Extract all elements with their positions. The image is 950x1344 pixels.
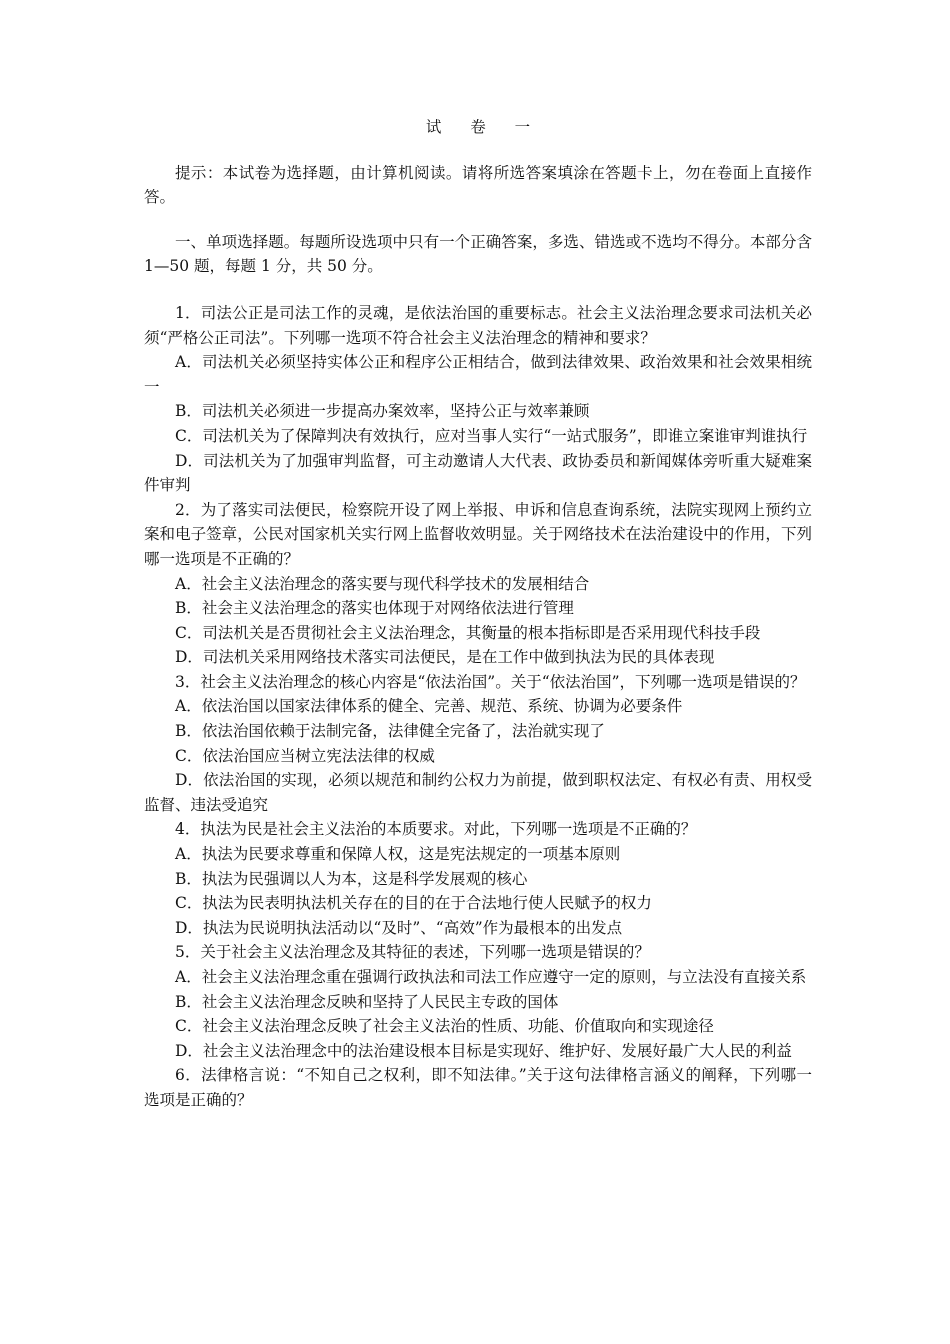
question-stem: 1．司法公正是司法工作的灵魂，是依法治国的重要标志。社会主义法治理念要求司法机关必须“严格公正司法”。下列哪一选项不符合社会主义法治理念的精神和要求？: [144, 303, 812, 347]
question-stem: 6．法律格言说：“不知自己之权利，即不知法律。”关于这句法律格言涵义的阐释，下列哪一选项是正确的？: [144, 1066, 812, 1109]
question-stem: 5．关于社会主义法治理念及其特征的表述，下列哪一选项是错误的？: [175, 943, 650, 962]
section-heading: 一、单项选择题。每题所设选项中只有一个正确答案，多选、错选或不选均不得分。本部分含 1—50 题，每题 1 分，共 50 分。: [144, 232, 812, 276]
answer-option: D．执法为民说明执法活动以“及时”、“高效”作为最根本的出发点: [175, 918, 623, 937]
answer-option: A．执法为民要求尊重和保障人权，这是宪法规定的一项基本原则: [175, 845, 621, 864]
answer-option: C．司法机关是否贯彻社会主义法治理念，其衡量的根本指标即是否采用现代科技手段: [175, 623, 761, 642]
answer-option: A．依法治国以国家法律体系的健全、完善、规范、系统、协调为必要条件: [175, 697, 683, 716]
answer-option: A．社会主义法治理念的落实要与现代科学技术的发展相结合: [175, 574, 590, 593]
answer-option: B．执法为民强调以人为本，这是科学发展观的核心: [175, 869, 528, 888]
answer-option: C．执法为民表明执法机关存在的目的在于合法地行使人民赋予的权力: [175, 894, 652, 913]
page-title: 试 卷 一: [425, 118, 543, 136]
exam-notice: 提示：本试卷为选择题，由计算机阅读。请将所选答案填涂在答题卡上，勿在卷面上直接作答。: [144, 163, 812, 207]
question-list: [144, 301, 812, 1113]
answer-option: B．司法机关必须进一步提高办案效率，坚持公正与效率兼顾: [175, 402, 590, 421]
question-stem: 2．为了落实司法便民，检察院开设了网上举报、申诉和信息查询系统，法院实现网上预约立案和电子签章，公民对国家机关实行网上监督收效明显。关于网络技术在法治建设中的作用，下列哪一选项是不正确的？: [144, 500, 812, 568]
answer-option: D．司法机关为了加强审判监督，可主动邀请人大代表、政协委员和新闻媒体旁听重大疑难案件审判: [144, 451, 812, 495]
answer-option: B．社会主义法治理念的落实也体现于对网络依法进行管理: [175, 599, 574, 618]
answer-option: D．社会主义法治理念中的法治建设根本目标是实现好、维护好、发展好最广大人民的利益: [175, 1041, 792, 1060]
answer-option: A．司法机关必须坚持实体公正和程序公正相结合，做到法律效果、政治效果和社会效果相统一: [144, 353, 812, 396]
question-stem: 3．社会主义法治理念的核心内容是“依法治国”。关于“依法治国”，下列哪一选项是错误的？: [175, 672, 806, 691]
answer-option: D．司法机关采用网络技术落实司法便民，是在工作中做到执法为民的具体表现: [175, 648, 715, 667]
question-stem: 4．执法为民是社会主义法治的本质要求。对此，下列哪一选项是不正确的？: [175, 820, 697, 839]
answer-option: C．依法治国应当树立宪法法律的权威: [175, 746, 435, 765]
answer-option: D．依法治国的实现，必须以规范和制约公权力为前提，做到职权法定、有权必有责、用权受监督、违法受追究: [144, 771, 812, 814]
answer-option: C．司法机关为了保障判决有效执行，应对当事人实行“一站式服务”，即谁立案谁审判谁执行: [175, 426, 808, 445]
answer-option: B．社会主义法治理念反映和坚持了人民民主专政的国体: [175, 992, 559, 1011]
answer-option: C．社会主义法治理念反映了社会主义法治的性质、功能、价值取向和实现途径: [175, 1017, 714, 1036]
answer-option: B．依法治国依赖于法制完备，法律健全完备了，法治就实现了: [175, 722, 605, 741]
exam-page: [144, 115, 812, 1113]
answer-option: A．社会主义法治理念重在强调行政执法和司法工作应遵守一定的原则，与立法没有直接关系: [175, 968, 807, 986]
